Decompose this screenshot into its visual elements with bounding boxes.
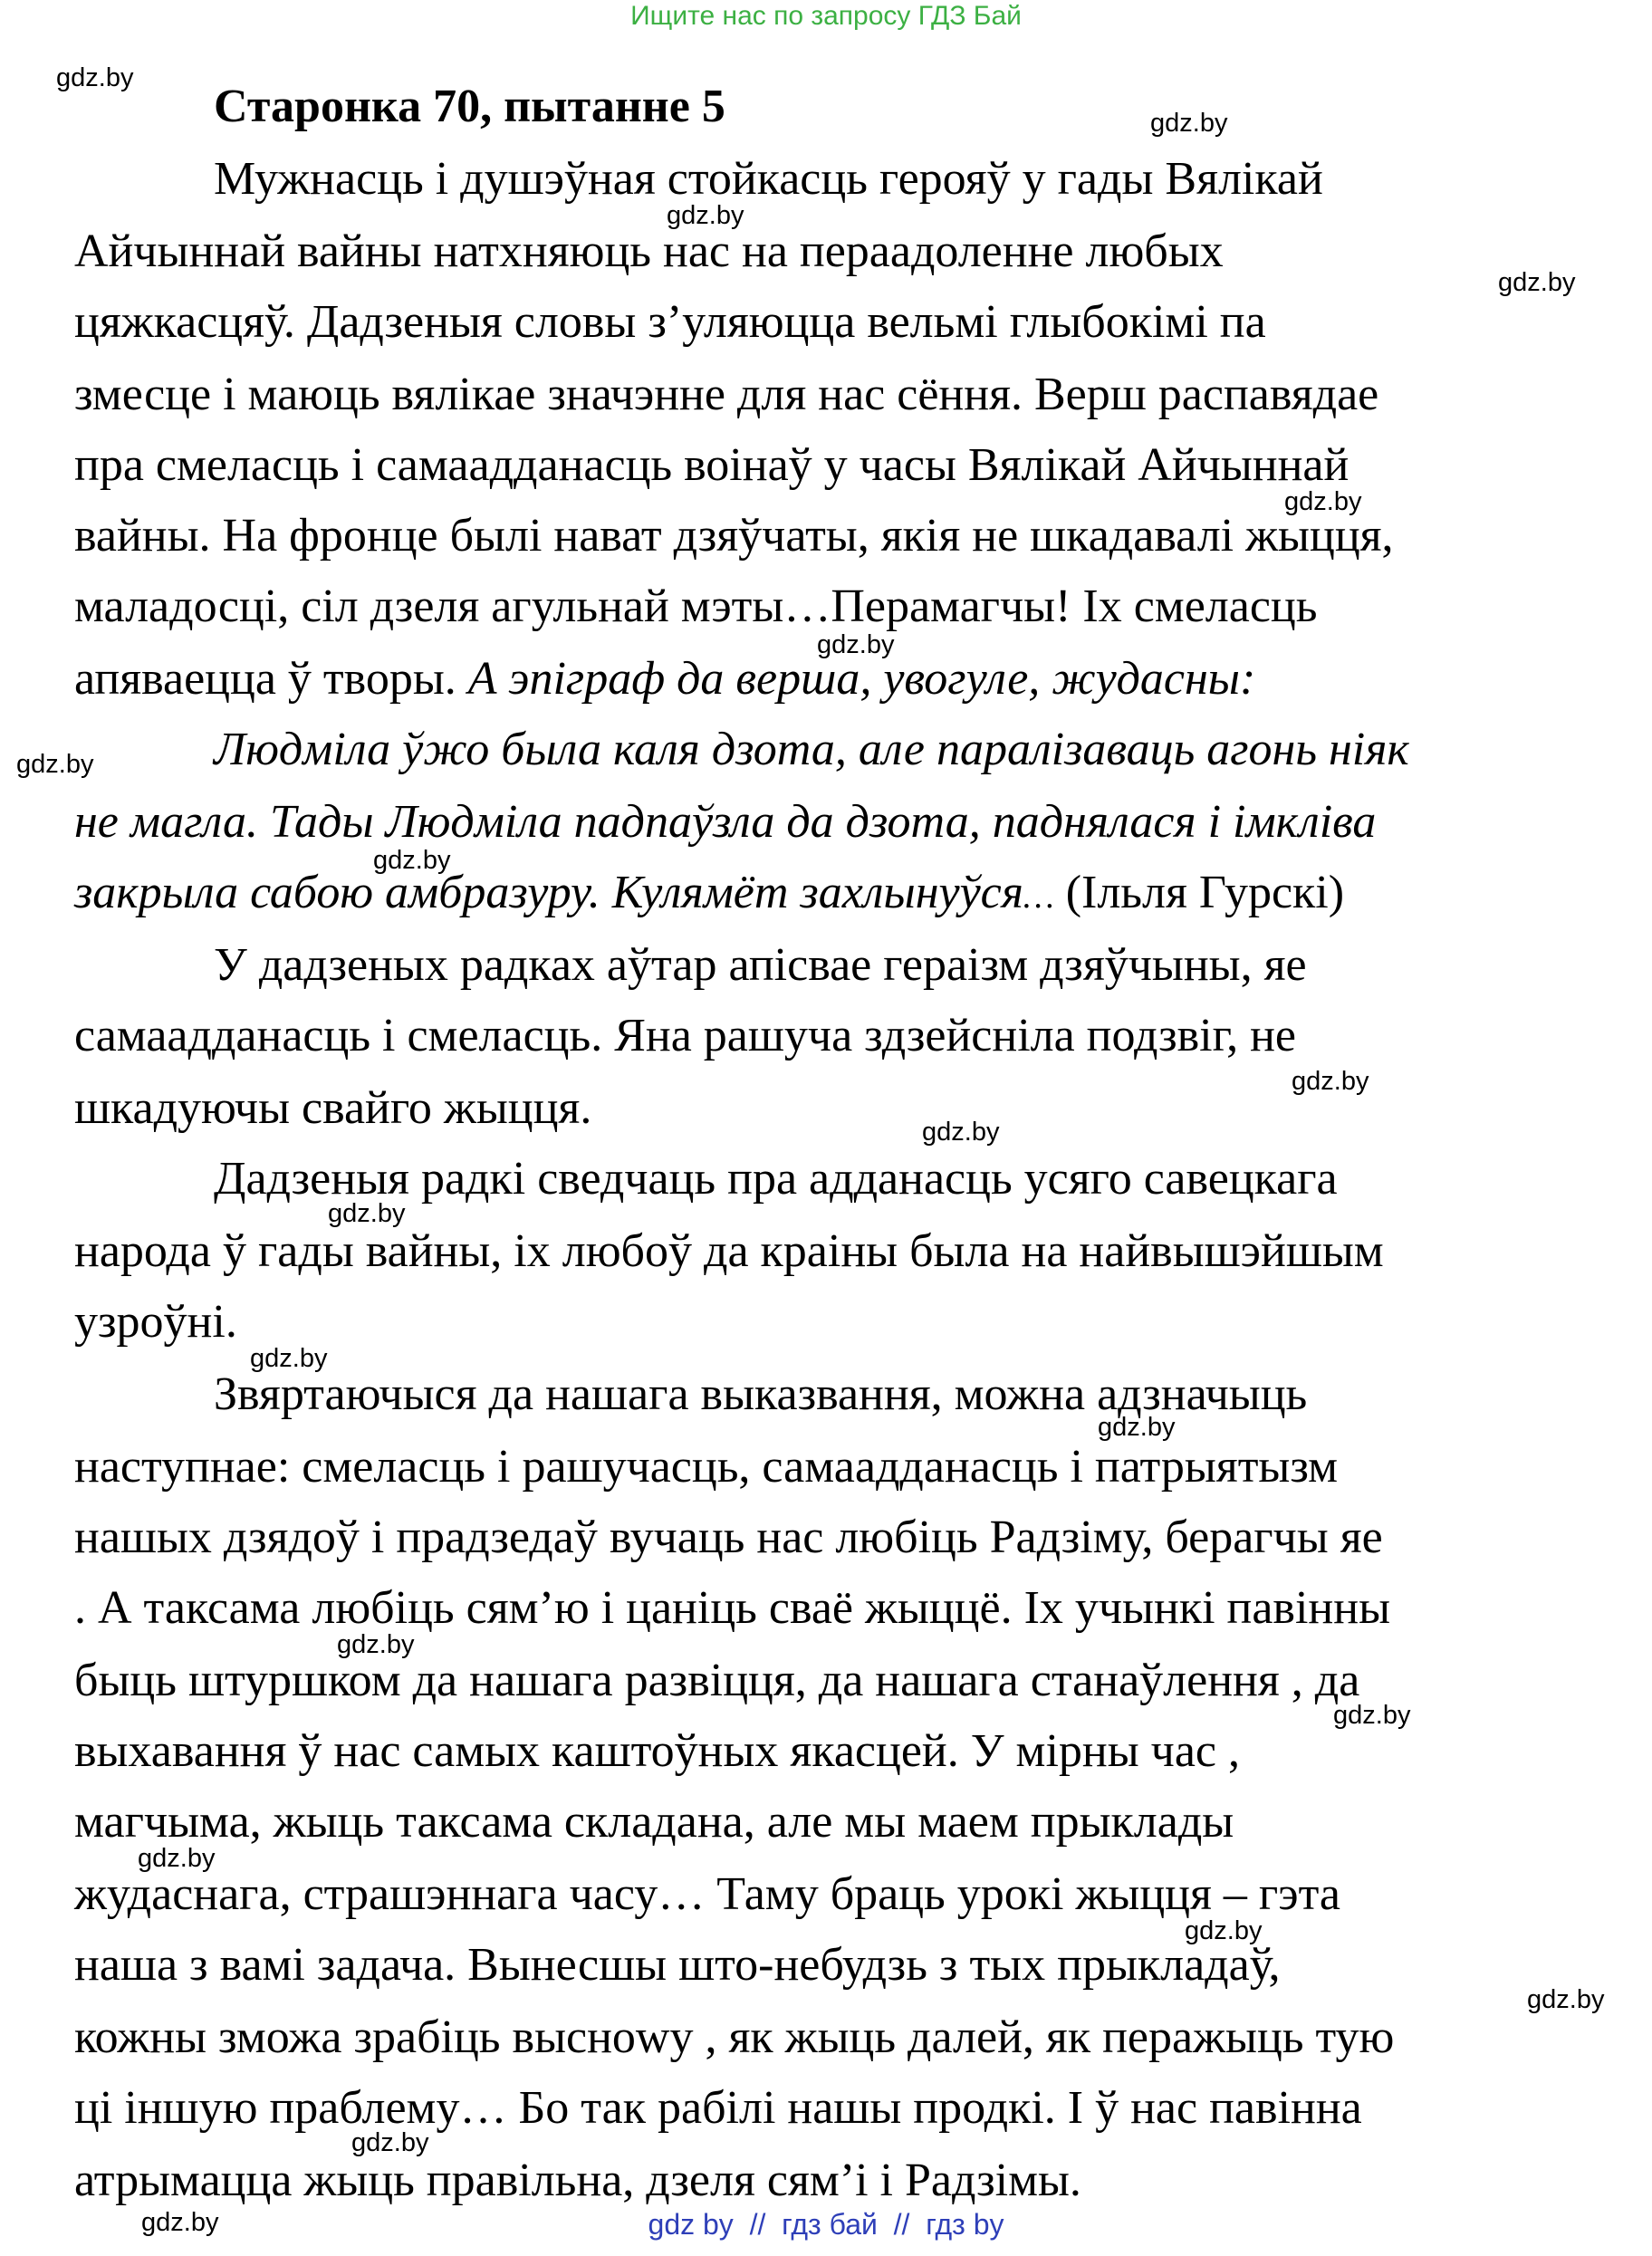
epigraph-author: (Ільля Гурскі)	[1053, 867, 1345, 918]
text-line: наша з вамі задача. Вынесшы што-небудзь з тых прыкладаў,	[74, 1939, 1281, 1991]
text-line: нашых дзядоў і прадзедаў вучаць нас любіць Радзіму, берагчы яе	[74, 1512, 1383, 1563]
watermark: gdz.by	[1292, 1067, 1369, 1096]
text-line: маладосці, сіл дзеля агульнай мэты…Перамагчы! Іх смеласць	[74, 581, 1318, 632]
ellipsis: …	[1023, 878, 1054, 916]
text-line	[74, 650, 1596, 708]
watermark: gdz.by	[328, 1199, 406, 1228]
text-line: Айчыннай вайны натхняюць нас на пераадоленне любых	[74, 226, 1224, 277]
text-fragment: апяваецца ў творы.	[74, 653, 468, 705]
watermark: gdz.by	[817, 630, 895, 659]
text-line: ці іншую праблему… Бо так рабілі нашы продкі. І ў нас павінна	[74, 2082, 1362, 2134]
text-line: кожны зможа зрабіць высноwу , як жыць далей, як перажыць тую	[74, 2011, 1395, 2063]
text-line: цяжкасцяў. Дадзеныя словы з’уляюцца вельмі глыбокімі па	[74, 296, 1266, 348]
text-line: У дадзеных радках аўтар апісвае гераізм дзяўчыны, яе	[214, 939, 1307, 991]
text-line: пра смеласць і самаадданасць воінаў у часы Вялікай Айчыннай	[74, 439, 1349, 491]
watermark: gdz.by	[1333, 1701, 1411, 1730]
epigraph-line: не магла. Тады Людміла падпаўзла да дзота, паднялася і імкліва	[74, 796, 1377, 848]
text-line: наступнае: смеласць і рашучасць, самаадданасць і патрыятызм	[74, 1441, 1339, 1493]
watermark: gdz.by	[1498, 268, 1576, 297]
epigraph-line: Людміла ўжо была каля дзота, але паралізаваць агонь ніяк	[214, 724, 1409, 775]
watermark: gdz.by	[1098, 1413, 1176, 1442]
text-line: народа ў гады вайны, іх любоў да краіны была на найвышэйшым	[74, 1225, 1384, 1277]
watermark: gdz.by	[337, 1630, 415, 1659]
watermark: gdz.by	[667, 201, 744, 230]
text-line: Дадзеныя радкі сведчаць пра адданасць усяго савецкага	[214, 1153, 1338, 1205]
watermark: gdz.by	[141, 2208, 219, 2237]
text-line: змесце і маюць вялікае значэнне для нас сёння. Верш распавядае	[74, 369, 1379, 420]
footer-links[interactable]: gdz by // гдз бай // гдз by	[648, 2208, 1004, 2241]
text-line: выхавання ў нас самых каштоўных якасцей. У мірны час ,	[74, 1725, 1240, 1777]
watermark: gdz.by	[351, 2128, 429, 2157]
watermark: gdz.by	[1185, 1916, 1263, 1945]
epigraph-line	[74, 864, 1596, 926]
watermark: gdz.by	[922, 1118, 1000, 1147]
epigraph-text: закрыла сабою амбразуру. Кулямёт захлынуўся	[74, 867, 1023, 918]
watermark: gdz.by	[373, 846, 451, 875]
text-line: самаадданасць і смеласць. Яна рашуча здзейсніла подзвіг, не	[74, 1010, 1297, 1061]
text-line: узроўні.	[74, 1296, 237, 1348]
search-banner: Ищите нас по запросу ГДЗ Бай	[630, 1, 1022, 31]
watermark: gdz.by	[250, 1344, 328, 1373]
text-line: Мужнасць і душэўная стойкасць герояў у гады Вялікай	[214, 153, 1323, 205]
watermark: gdz.by	[138, 1844, 216, 1873]
epigraph-intro: А эпіграф да верша, увогуле, жудасны:	[467, 653, 1256, 705]
text-line: вайны. На фронце былі нават дзяўчаты, якія не шкадавалі жыцця,	[74, 510, 1394, 562]
watermark: gdz.by	[1284, 487, 1362, 516]
text-line: шкадуючы свайго жыцця.	[74, 1082, 592, 1134]
text-line: атрымацца жыць правільна, дзеля сям’і і Радзімы.	[74, 2155, 1081, 2206]
page-title: Старонка 70, пытанне 5	[214, 81, 725, 132]
text-line: . А таксама любіць сям’ю і цаніць сваё жыццё. Іх учынкі павінны	[74, 1582, 1391, 1634]
watermark: gdz.by	[1527, 1985, 1605, 2014]
text-line: магчыма, жыць таксама складана, але мы маем прыклады	[74, 1796, 1234, 1848]
text-line: жудаснага, страшэннага часу… Таму браць урокі жыцця – гэта	[74, 1868, 1341, 1920]
text-line: быць штуршком да нашага развіцця, да нашага станаўлення , да	[74, 1655, 1360, 1706]
watermark: gdz.by	[16, 750, 94, 779]
text-line: Звяртаючыся да нашага выказвання, можна адзначыць	[214, 1368, 1308, 1420]
watermark: gdz.by	[56, 63, 134, 92]
watermark: gdz.by	[1150, 109, 1228, 138]
